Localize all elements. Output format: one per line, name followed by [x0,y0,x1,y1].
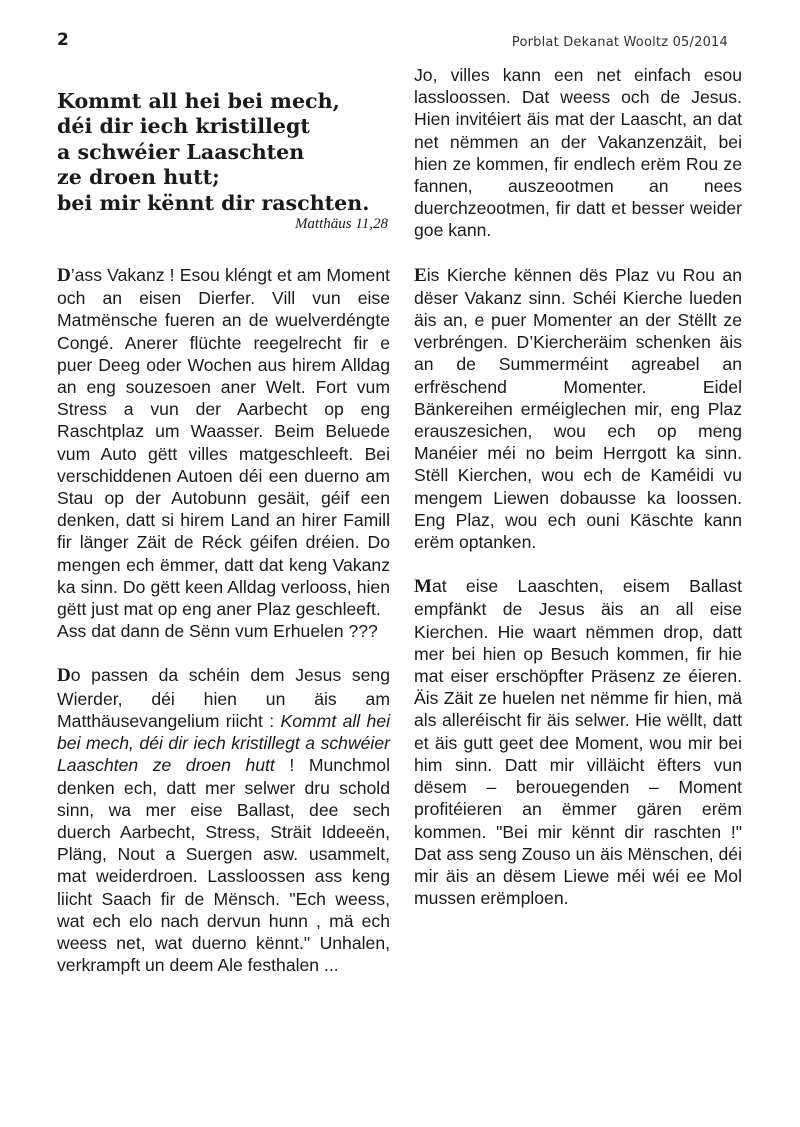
paragraph-churches [414,264,742,554]
paragraph-initial: E [414,264,427,286]
verse-reference: Matthäus 11,28 [294,216,388,233]
page-number: 2 [57,30,69,50]
paragraph-initial: D [57,665,71,687]
paragraph-invitation: Jo, villes kann een net einfach esou lassloossen. Dat weess och de Jesus. Hien invitéiert äis mat der Laascht, an dat net nëmmen an der Vakanzenzäit, bei hien ze kommen, fir endlech erëm Rou ze fannen, auszeootmen an nees duerchzeootmen, fir datt et besser weider goe kann. [414,65,742,241]
paragraph-initial: D [57,265,71,287]
bible-verse [57,89,390,216]
paragraph-vakanz [57,264,390,620]
verse-line: bei mir kënnt dir raschten. [57,190,370,215]
paragraph-jesus-words [57,664,390,976]
paragraph-text: o passen da schéin dem Jesus seng Wierder, déi hien un äis am Matthäusevangelium riicht : [57,665,390,731]
scripture-quote: Kommt all hei bei mech, déi dir iech kristillegt a schwéier Laaschten ze droen hutt [57,710,391,776]
paragraph-initial: M [414,576,432,598]
paragraph-question: Ass dat dann de Sënn vum Erhuelen ??? [57,621,378,642]
verse-line: Kommt all hei bei mech, [57,89,340,113]
paragraph-text: is Kierche kënnen dës Plaz vu Rou an dëser Vakanz sinn. Schéi Kierche lueden äis an, e puer Momenter an der Stëllt ze verbréngen. D’Kiercheräim schenken äis an de Summerméint agreabel an erfrëschend Momenter. Eidel Bänkereihen erméiglechen mir, eng Plaz erauszesichen, wou ech op meng Manéier méi no beim Herrgott ka sinn. Stëll Kierchen, wou ech de Kaméidi vu mengem Liewen dobausse ka loossen. Eng Plaz, wou ech ouni Käschte kann erëm optanken. [414,264,742,553]
verse-line: a schwéier Laaschten [57,139,305,164]
paragraph-text: ’ass Vakanz ! Esou kléngt et am Moment och an eisen Dierfer. Vill vun eise Matmënsche fueren an de wuelverdéngte Congé. Anerer flüchte reegelrecht fir e puer Deeg oder Wochen aus hirem Alldag an eng souzesoen aner Welt. Fort vum Stress a vun der Aarbecht op eng Raschtplaz um Waasser. Beim Beluede vum Auto gëtt villes matgeschleeft. Bei verschiddenen Autoen déi een duerno am Stau op der Autobunn gesäit, géif een denken, datt si hirem Land an hirer Famill fir länger Zäit de Réck géifen dréien. Do mengen ech ëmmer, datt dat keng Vakanz ka sinn. Do gëtt keen Alldag verlooss, hien gëtt just mat op eng aner Plaz geschleeft. [57,265,390,620]
paragraph-text: at eise Laaschten, eisem Ballast empfänkt de Jesus äis an all eise Kierchen. Hie waart nëmmen drop, datt mer bei hien op Besuch kommen, fir hie mat eiser erschöpfter Präsenz ze éieren. Äis Zäit ze huelen net nëmme fir hien, mä als alleréischt fir äis selwer. Hie wëllt, datt et äis gutt geet dee Moment, wou mir bei him sinn. Datt mir villäicht ëfters vun dësem – berouegenden – Moment profitéieren an ëmmer gären erëm kommen. "Bei mir kënnt dir raschten !" Dat ass seng Zouso un äis Mënschen, déi mir äis an dësem Liewe méi wéi ee Mol mussen erëmploen. [414,576,742,909]
publication-header: Porblat Dekanat Wooltz 05/2014 [511,35,728,50]
verse-line: déi dir iech kristillegt [57,114,310,139]
verse-line: ze droen hutt; [57,165,220,190]
paragraph-burden [414,575,742,909]
left-column [57,64,390,976]
right-column [414,64,742,909]
paragraph-text: ! Munchmol denken ech, datt mer selwer dru schold sinn, wa mer eise Ballast, dee sech duerch Aarbecht, Stress, Sträit Iddeeën, Pläng, Nout a Suergen asw. usammelt, mat weiderdroen. Lassloossen ass keng liicht Saach fir de Mënsch. "Ech weess, wat ech elo nach dervun hunn , mä ech weess net, wat duerno kënnt." Unhalen, verkrampft un deem Ale festhalen ... [57,755,391,976]
